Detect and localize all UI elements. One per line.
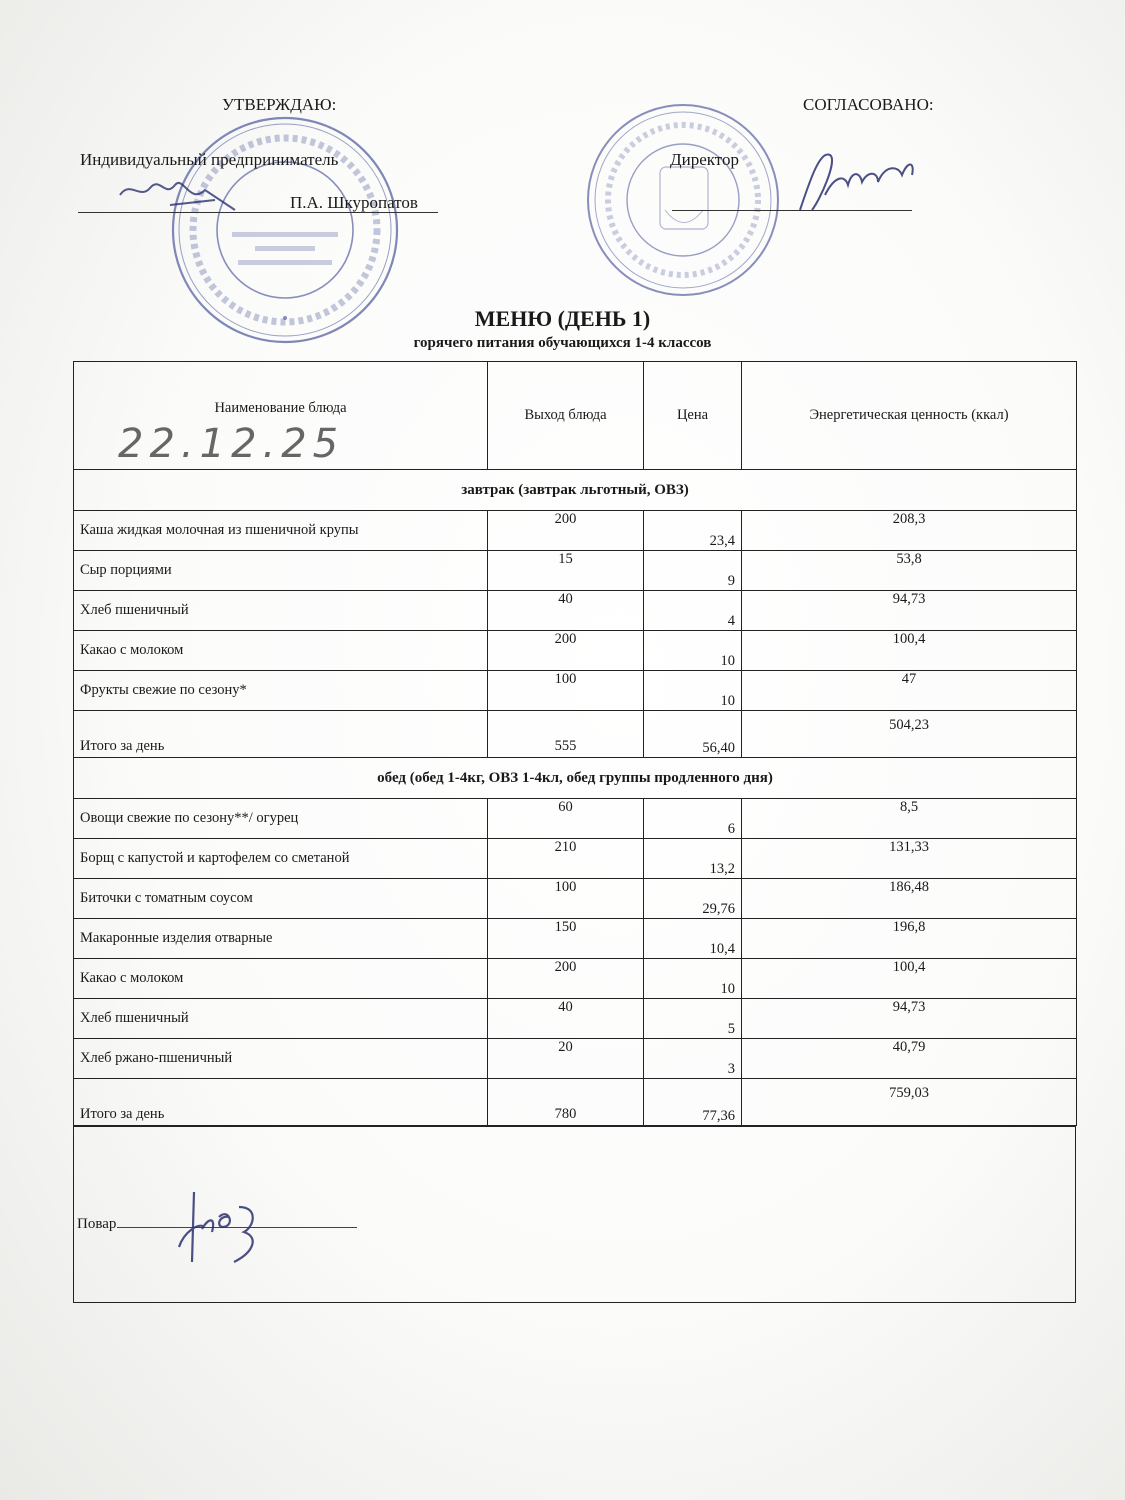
total-row (74, 711, 1077, 758)
dish-price: 23,4 (644, 511, 742, 551)
dish-yield: 200 (488, 631, 644, 671)
dish-yield: 200 (488, 511, 644, 551)
dish-name: Фрукты свежие по сезону* (74, 671, 488, 711)
cook-signature-line (117, 1211, 357, 1228)
section-row (74, 470, 1077, 511)
dish-yield: 20 (488, 1039, 644, 1079)
section-title: завтрак (завтрак льготный, ОВЗ) (74, 470, 1077, 511)
total-kcal: 759,03 (742, 1079, 1077, 1126)
agreement-title: СОГЛАСОВАНО: (803, 95, 934, 114)
cook-signature-field (77, 1211, 357, 1233)
menu-table (73, 361, 1077, 1126)
handwritten-date: 22.12.25 (118, 421, 345, 467)
dish-yield: 200 (488, 959, 644, 999)
total-row (74, 1079, 1077, 1126)
table-row (74, 999, 1077, 1039)
dish-price: 4 (644, 591, 742, 631)
director-signature (790, 140, 930, 220)
total-label: Итого за день (74, 711, 488, 758)
section-row (74, 758, 1077, 799)
dish-kcal: 47 (742, 671, 1077, 711)
dish-price: 10 (644, 671, 742, 711)
table-row (74, 1039, 1077, 1079)
dish-kcal: 196,8 (742, 919, 1077, 959)
dish-kcal: 131,33 (742, 839, 1077, 879)
dish-yield: 15 (488, 551, 644, 591)
dish-name: Какао с молоком (74, 631, 488, 671)
approval-title: УТВЕРЖДАЮ: (222, 95, 337, 114)
table-header-row (74, 362, 1077, 470)
dish-yield: 150 (488, 919, 644, 959)
dish-name: Сыр порциями (74, 551, 488, 591)
table-row (74, 671, 1077, 711)
school-stamp (585, 85, 785, 315)
dish-kcal: 94,73 (742, 999, 1077, 1039)
cook-label: Повар (77, 1216, 117, 1232)
total-price: 56,40 (644, 711, 742, 758)
dish-kcal: 94,73 (742, 591, 1077, 631)
total-label: Итого за день (74, 1079, 488, 1126)
dish-yield: 100 (488, 879, 644, 919)
table-row (74, 919, 1077, 959)
header-dish-name (74, 362, 488, 470)
header-price: Цена (644, 362, 742, 470)
header-dish-name-label: Наименование блюда (214, 400, 347, 416)
total-yield: 555 (488, 711, 644, 758)
dish-price: 9 (644, 551, 742, 591)
dish-price: 10 (644, 631, 742, 671)
dish-yield: 40 (488, 591, 644, 631)
dish-price: 29,76 (644, 879, 742, 919)
dish-kcal: 40,79 (742, 1039, 1077, 1079)
dish-kcal: 53,8 (742, 551, 1077, 591)
total-kcal: 504,23 (742, 711, 1077, 758)
dish-yield: 210 (488, 839, 644, 879)
dish-price: 10,4 (644, 919, 742, 959)
dish-kcal: 100,4 (742, 631, 1077, 671)
table-row (74, 879, 1077, 919)
dish-price: 5 (644, 999, 742, 1039)
dish-price: 6 (644, 799, 742, 839)
dish-kcal: 8,5 (742, 799, 1077, 839)
dish-name: Хлеб пшеничный (74, 591, 488, 631)
approver-name: П.А. Шкуропатов (290, 193, 418, 212)
dish-name: Хлеб пшеничный (74, 999, 488, 1039)
table-row (74, 591, 1077, 631)
dish-yield: 100 (488, 671, 644, 711)
dish-kcal: 208,3 (742, 511, 1077, 551)
header-yield: Выход блюда (488, 362, 644, 470)
dish-kcal: 186,48 (742, 879, 1077, 919)
dish-yield: 60 (488, 799, 644, 839)
director-position: Директор (670, 150, 739, 169)
table-row (74, 551, 1077, 591)
total-price: 77,36 (644, 1079, 742, 1126)
document-subtitle: горячего питания обучающихся 1-4 классов (413, 335, 712, 351)
dish-name: Биточки с томатным соусом (74, 879, 488, 919)
table-row (74, 631, 1077, 671)
header-kcal: Энергетическая ценность (ккал) (742, 362, 1077, 470)
dish-name: Хлеб ржано-пшеничный (74, 1039, 488, 1079)
section-title: обед (обед 1-4кг, ОВЗ 1-4кл, обед группы продленного дня) (74, 758, 1077, 799)
table-row (74, 511, 1077, 551)
dish-name: Овощи свежие по сезону**/ огурец (74, 799, 488, 839)
document-title: МЕНЮ (ДЕНЬ 1) (474, 306, 651, 331)
dish-price: 3 (644, 1039, 742, 1079)
dish-name: Каша жидкая молочная из пшеничной крупы (74, 511, 488, 551)
dish-price: 10 (644, 959, 742, 999)
dish-name: Какао с молоком (74, 959, 488, 999)
dish-yield: 40 (488, 999, 644, 1039)
dish-kcal: 100,4 (742, 959, 1077, 999)
dish-price: 13,2 (644, 839, 742, 879)
table-row (74, 799, 1077, 839)
total-yield: 780 (488, 1079, 644, 1126)
table-row (74, 839, 1077, 879)
approver-position: Индивидуальный предприниматель (80, 150, 339, 169)
dish-name: Борщ с капустой и картофелем со сметаной (74, 839, 488, 879)
table-row (74, 959, 1077, 999)
footer-box (73, 1125, 1076, 1303)
director-signature-line (672, 210, 912, 211)
dish-name: Макаронные изделия отварные (74, 919, 488, 959)
